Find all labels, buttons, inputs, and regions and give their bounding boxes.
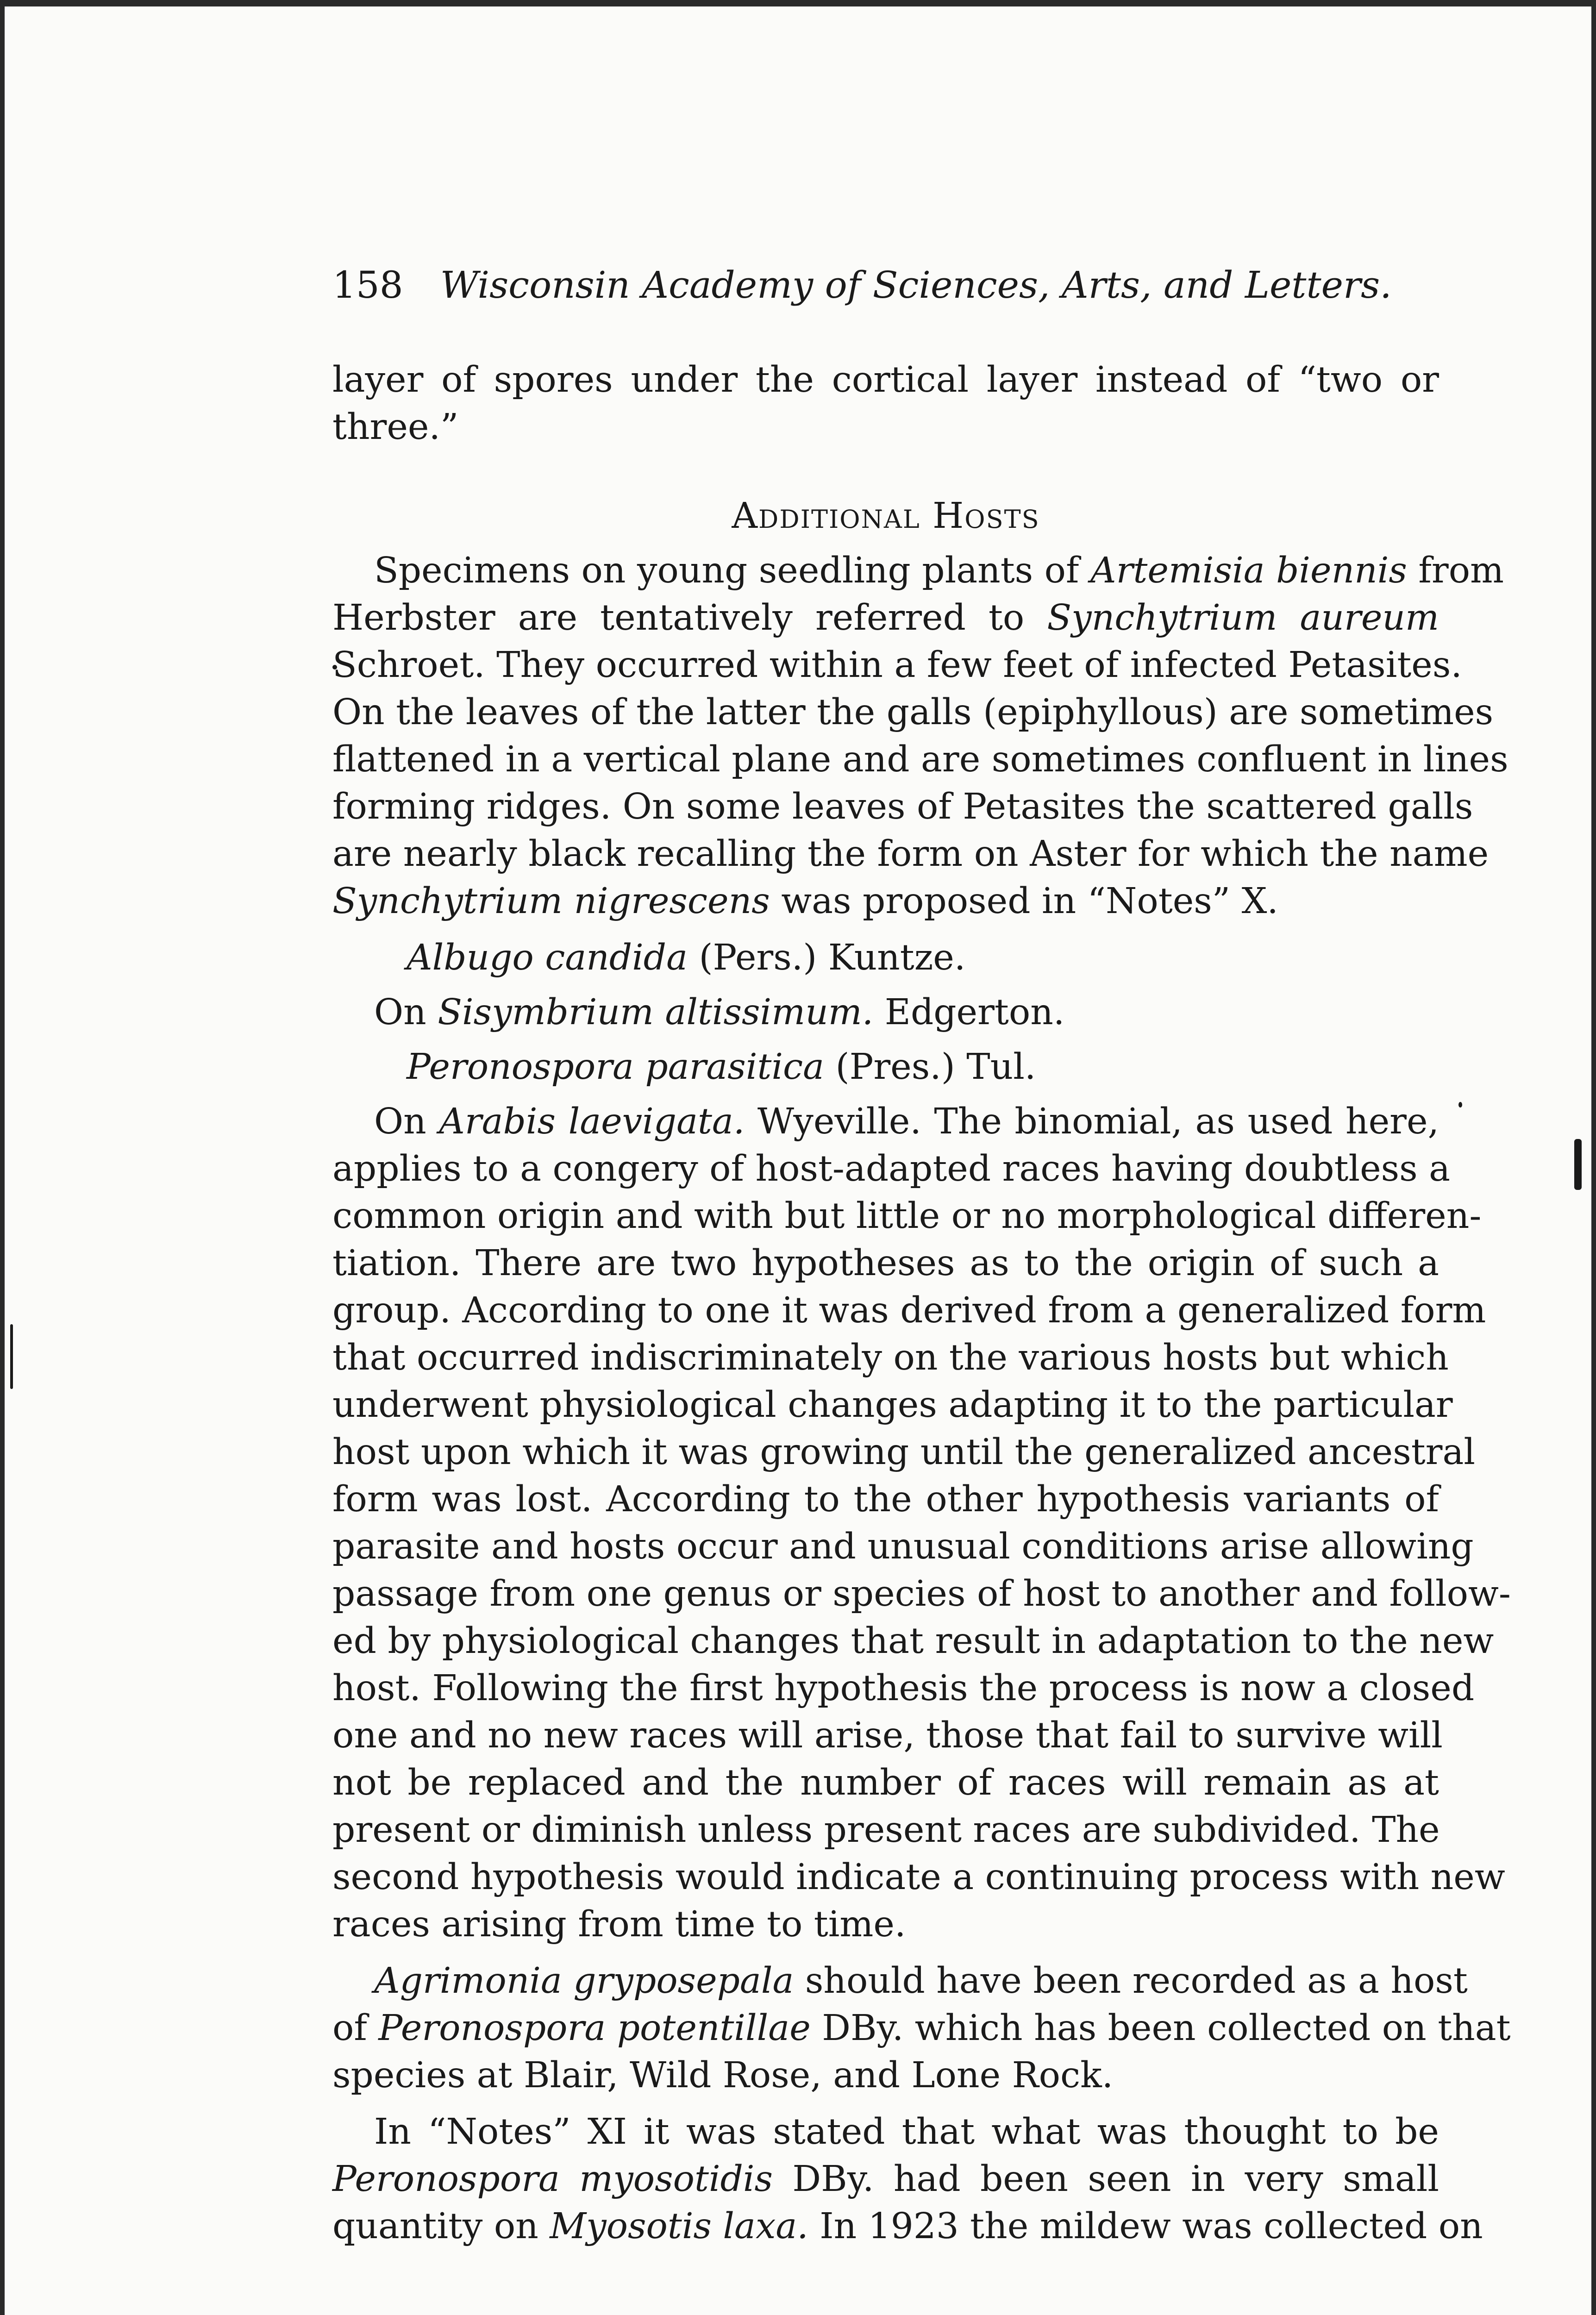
scan-border-left [0,0,5,2315]
journal-title: Wisconsin Academy of Sciences, Arts, and Letters. [440,263,1392,307]
text-line: Synchytrium nigrescens was proposed in “Notes” X. [332,881,1278,922]
text-line: not be replaced and the number of races will remain as at [332,1762,1439,1803]
text-line: present or diminish unless present races are subdivided. The [332,1809,1440,1851]
text-line: host upon which it was growing until the generalized ancestral [332,1432,1476,1473]
text-line: On Arabis laevigata. Wyeville. The binomial, as used here, [374,1101,1439,1142]
text-line: Peronospora myosotidis DBy. had been seen in very small [332,2159,1439,2200]
text-line: ed by physiological changes that result in adaptation to the new [332,1620,1494,1662]
text-line: are nearly black recalling the form on Aster for which the name [332,833,1489,875]
text-line: forming ridges. On some leaves of Petasites the scattered galls [332,786,1473,827]
text-line: three.” [332,407,459,448]
scan-speck [1574,1139,1582,1190]
text-line: Herbster are tentatively referred to Synchytrium aureum [332,597,1439,638]
host-entry: On Sisymbrium altissimum. Edgerton. [374,992,1065,1033]
text-line: that occurred indiscriminately on the various hosts but which [332,1337,1449,1378]
body-text [332,357,1511,2250]
text-line: group. According to one it was derived from a generalized form [332,1290,1486,1331]
text-line: passage from one genus or species of host to another and follow- [332,1573,1511,1614]
text-line: applies to a congery of host-adapted races having doubtless a [332,1148,1451,1189]
species-entry: Peronospora parasitica (Pres.) Tul. [407,1046,1036,1088]
text-line: On the leaves of the latter the galls (epiphyllous) are sometimes [332,692,1494,733]
text-line: Schroet. They occurred within a few feet of infected Petasites. [332,644,1462,686]
text-line: common origin and with but little or no morphological differen- [332,1195,1482,1237]
text-line: races arising from time to time. [332,1904,906,1945]
scan-border-top [0,0,1596,6]
text-line: tiation. There are two hypotheses as to the origin of such a [332,1243,1439,1284]
text-line: Agrimonia gryposepala should have been recorded as a host [374,1960,1468,2002]
text-line: form was lost. According to the other hypothesis variants of [332,1479,1439,1520]
text-line: underwent physiological changes adapting it to the particular [332,1384,1453,1426]
species-entry: Albugo candida (Pers.) Kuntze. [407,937,966,978]
text-line: one and no new races will arise, those that fail to survive will [332,1715,1443,1756]
running-header [332,262,1392,308]
text-line: layer of spores under the cortical layer instead of “two or [332,359,1439,400]
text-line: parasite and hosts occur and unusual conditions arise allowing [332,1526,1474,1567]
text-line: of Peronospora potentillae DBy. which has been collected on that [332,2008,1511,2049]
scan-speck [1458,1102,1462,1107]
text-line: second hypothesis would indicate a continuing process with new [332,1857,1505,1898]
scan-border-right [1591,0,1596,2315]
scan-speck [10,1324,13,1389]
page-number: 158 [332,263,403,307]
text-line: flattened in a vertical plane and are sometimes confluent in lines [332,739,1508,780]
text-line: host. Following the first hypothesis the process is now a closed [332,1668,1475,1709]
text-line: species at Blair, Wild Rose, and Lone Rock. [332,2055,1114,2096]
text-line: Specimens on young seedling plants of Artemisia biennis from [374,550,1504,591]
text-line: quantity on Myosotis laxa. In 1923 the mildew was collected on [332,2206,1483,2247]
text-line: In “Notes” XI it was stated that what was thought to be [374,2111,1439,2152]
section-heading: Additional Hosts [732,495,1040,537]
